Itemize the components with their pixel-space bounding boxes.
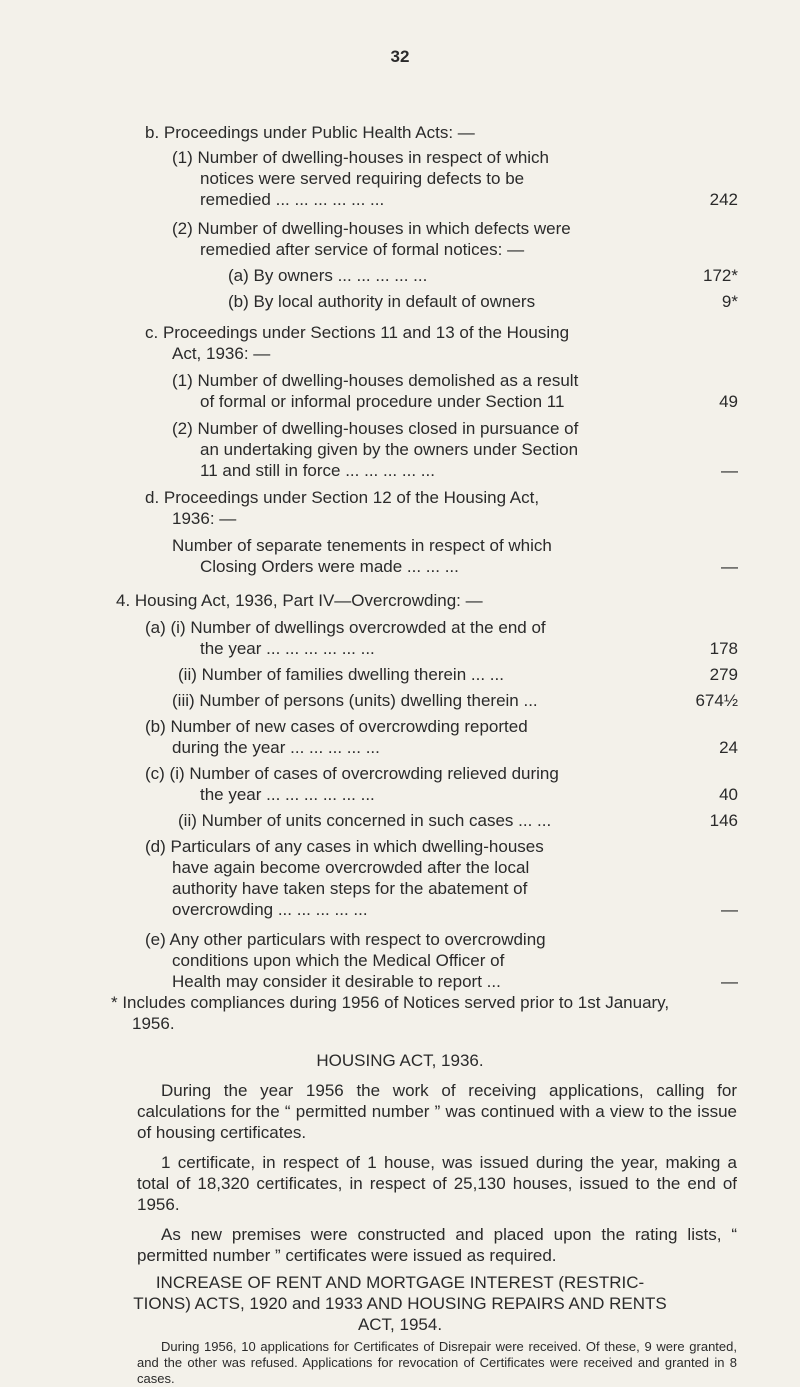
section-4-a-i-line1: (a) (i) Number of dwellings overcrowded at the end of (145, 618, 546, 637)
section-4-d-line3: authority have taken steps for the abatement of (172, 879, 528, 898)
section-d-heading-line1: d. Proceedings under Section 12 of the Housing Act, (145, 488, 540, 507)
housing-act-para1-text: During the year 1956 the work of receiving applications, calling for calculations for the “ permitted number ” was continued with a view to the issue of housing certificates. (137, 1081, 737, 1142)
section-c-heading-line1: c. Proceedings under Sections 11 and 13 of the Housing (145, 323, 570, 342)
section-c-heading-line2: Act, 1936: — (172, 344, 271, 363)
section-4-d-line2: have again become overcrowded after the local (172, 858, 530, 877)
section-4-b-line1: (b) Number of new cases of overcrowding reported (145, 717, 528, 736)
section-4-b-line2: during the year ... ... ... ... ... (172, 738, 380, 757)
section-4-e-line2: conditions upon which the Medical Officer of (172, 951, 505, 970)
rent-act-title-line2: TIONS) ACTS, 1920 and 1933 AND HOUSING REPAIRS AND RENTS (133, 1294, 667, 1313)
housing-act-para2 (137, 1152, 737, 1215)
section-b-item2-line1: (2) Number of dwelling-houses in which defects were (172, 219, 571, 238)
section-b-item1-line3: remedied ... ... ... ... ... ... (200, 190, 385, 209)
section-4-a-i-line2: the year ... ... ... ... ... ... (200, 639, 375, 658)
section-4-e-line3: Health may consider it desirable to report ... (172, 972, 501, 991)
section-4-c-i-value: 40 (719, 785, 738, 804)
section-d-item-line2: Closing Orders were made ... ... ... (200, 557, 459, 576)
section-4-e-value: — (721, 972, 738, 991)
section-b-item1-value: 242 (709, 190, 738, 209)
section-4-a-iii: (iii) Number of persons (units) dwelling therein ... (172, 691, 538, 710)
section-b-item1-line1: (1) Number of dwelling-houses in respect of which (172, 148, 550, 167)
section-4-d-line4: overcrowding ... ... ... ... ... (172, 900, 368, 919)
section-4-a-i-value: 178 (709, 639, 738, 658)
housing-act-para1 (137, 1080, 737, 1143)
section-4-c-i-line1: (c) (i) Number of cases of overcrowding relieved during (145, 764, 559, 783)
footnote-line2: 1956. (132, 1014, 175, 1033)
rent-act-title-line3: ACT, 1954. (357, 1315, 443, 1334)
housing-act-para3 (137, 1224, 737, 1266)
section-4-c-ii-value: 146 (709, 811, 738, 830)
page-number: 32 (390, 47, 410, 66)
footnote-line1: * Includes compliances during 1956 of Notices served prior to 1st January, (111, 993, 670, 1012)
section-c-item2-line2: an undertaking given by the owners under Section (200, 440, 579, 459)
section-b-item2b: (b) By local authority in default of owners (228, 292, 536, 311)
section-c-item2-line1: (2) Number of dwelling-houses closed in pursuance of (172, 419, 579, 438)
section-b-item2a-value: 172* (703, 266, 738, 285)
section-d-heading-line2: 1936: — (172, 509, 237, 528)
section-b-heading: b. Proceedings under Public Health Acts: — (145, 123, 475, 142)
section-4-a-ii: (ii) Number of families dwelling therein ... ... (178, 665, 504, 684)
section-4-d-value: — (721, 900, 738, 919)
housing-act-para2-text: 1 certificate, in respect of 1 house, was issued during the year, making a total of 18,320 certificates, in respect of 25,130 houses, issued to the end of 1956. (137, 1153, 737, 1214)
section-d-item-value: — (721, 557, 738, 576)
housing-act-para3-text: As new premises were constructed and placed upon the rating lists, “ permitted number ” certificates were issued as required. (137, 1225, 737, 1265)
section-b-item2b-value: 9* (721, 292, 738, 311)
section-4-heading: 4. Housing Act, 1936, Part IV—Overcrowding: — (116, 591, 483, 610)
section-c-item1-line2: of formal or informal procedure under Section 11 (200, 392, 565, 411)
rent-act-para1-text: During 1956, 10 applications for Certificates of Disrepair were received. Of these, 9 were granted, and the other was refused. Applications for revocation of Certificates were received and granted in 8 cases. (137, 1339, 737, 1386)
section-d-item-line1: Number of separate tenements in respect of which (172, 536, 552, 555)
section-4-e-line1: (e) Any other particulars with respect to overcrowding (145, 930, 546, 949)
section-b-item1-line2: notices were served requiring defects to be (200, 169, 525, 188)
section-4-b-value: 24 (719, 738, 738, 757)
section-4-a-iii-value: 674½ (695, 691, 738, 710)
section-4-a-ii-value: 279 (709, 665, 738, 684)
section-c-item1-value: 49 (719, 392, 738, 411)
section-b-item2-line2: remedied after service of formal notices: — (200, 240, 525, 259)
section-4-c-ii: (ii) Number of units concerned in such cases ... ... (178, 811, 552, 830)
section-c-item2-value: — (721, 461, 738, 480)
section-4-d-line1: (d) Particulars of any cases in which dwelling-houses (145, 837, 544, 856)
section-b-item2a: (a) By owners ... ... ... ... ... (228, 266, 428, 285)
rent-act-para1 (137, 1339, 737, 1387)
section-c-item1-line1: (1) Number of dwelling-houses demolished as a result (172, 371, 579, 390)
housing-act-title: HOUSING ACT, 1936. (316, 1051, 484, 1070)
rent-act-title-line1: INCREASE OF RENT AND MORTGAGE INTEREST (RESTRIC- (155, 1273, 645, 1292)
section-4-c-i-line2: the year ... ... ... ... ... ... (200, 785, 375, 804)
section-c-item2-line3: 11 and still in force ... ... ... ... ... (200, 461, 435, 480)
